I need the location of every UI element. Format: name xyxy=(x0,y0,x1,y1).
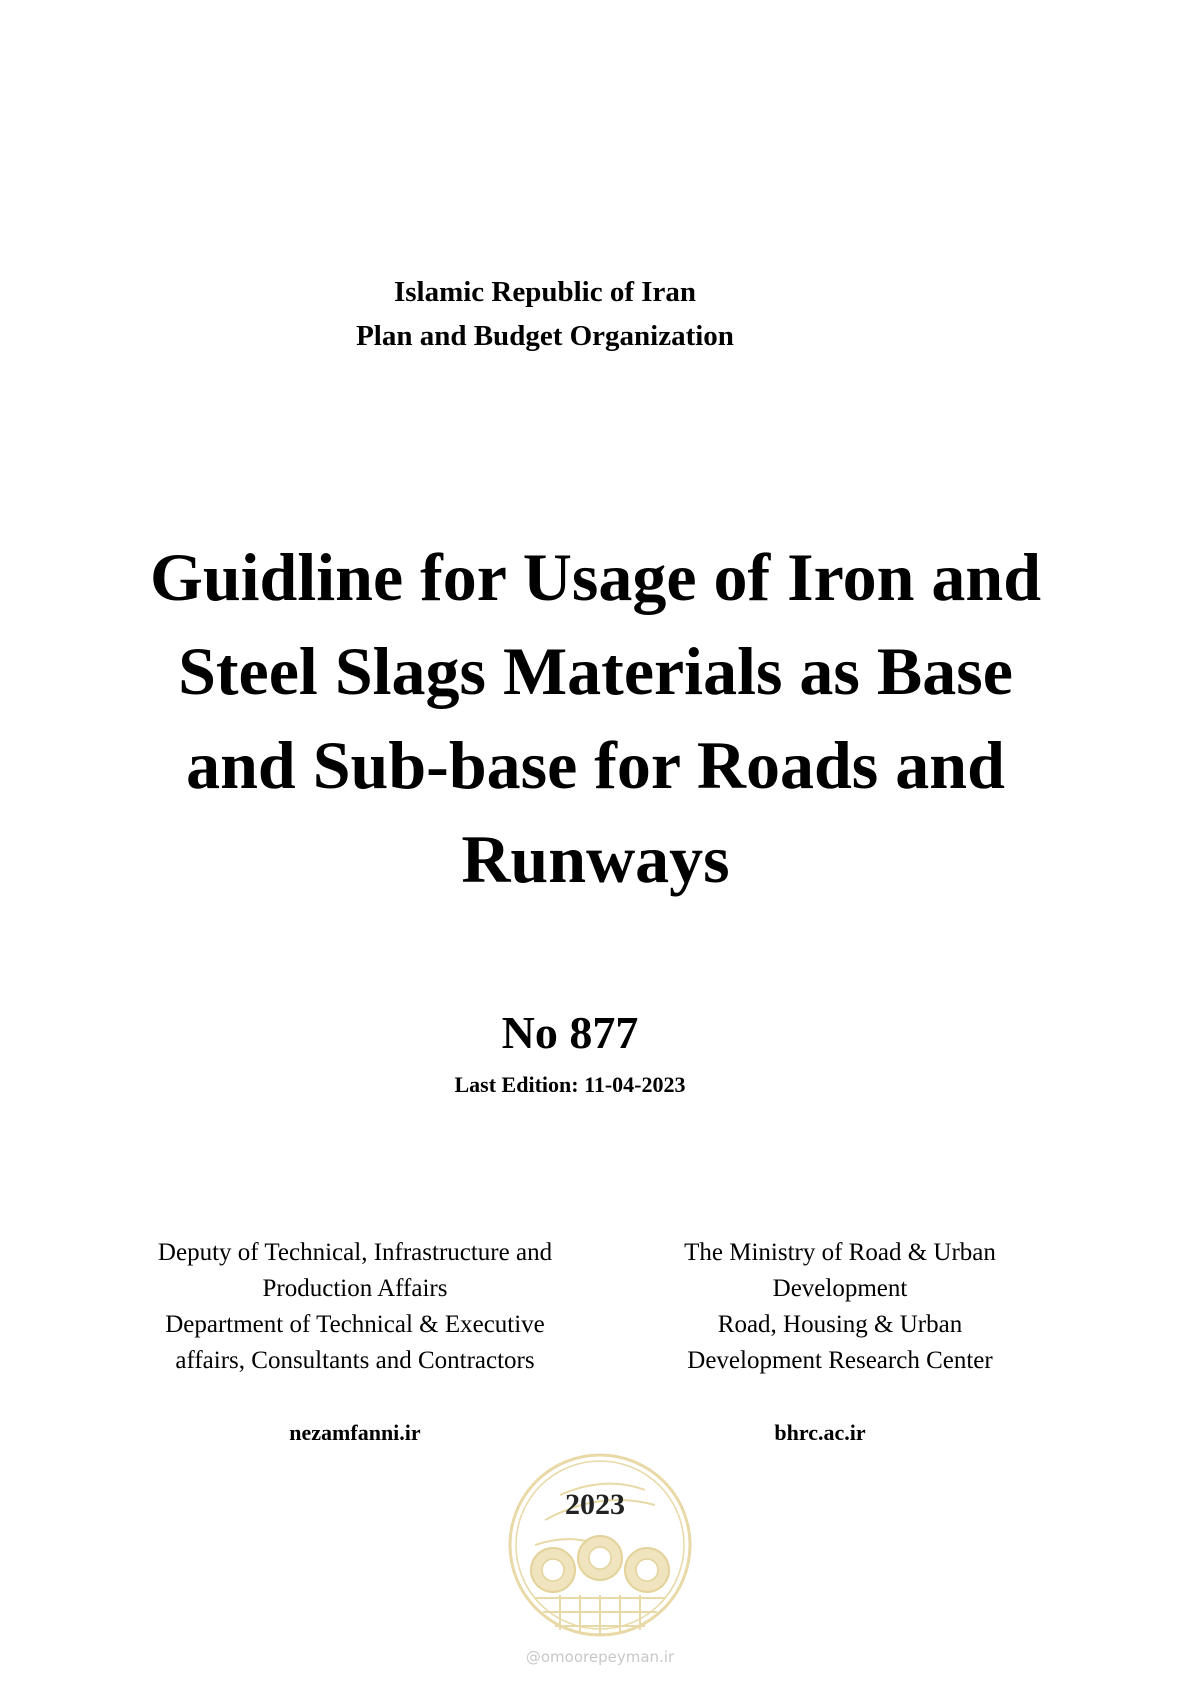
left-org-line-1: Deputy of Technical, Infrastructure and xyxy=(157,1239,553,1266)
country-name: Islamic Republic of Iran xyxy=(393,276,697,308)
title-line-3: and Sub-base for Roads and xyxy=(186,727,1005,803)
title-line-2: Steel Slags Materials as Base xyxy=(178,633,1013,709)
document-number: No 877 xyxy=(501,1007,639,1058)
title-line-1: Guidline for Usage of Iron and xyxy=(149,539,1042,615)
left-org-line-4: affairs, Consultants and Contractors xyxy=(175,1347,535,1374)
right-org-line-3: Road, Housing & Urban xyxy=(717,1311,963,1338)
right-org-line-2: Development xyxy=(772,1275,908,1302)
right-org-line-4: Development Research Center xyxy=(687,1347,993,1374)
left-organization-block xyxy=(120,1235,590,1379)
right-website: bhrc.ac.ir xyxy=(774,1420,866,1445)
organization-name: Plan and Budget Organization xyxy=(356,320,734,352)
title-line-4: Runways xyxy=(461,821,730,897)
seal-watermark-icon xyxy=(505,1450,695,1640)
left-org-line-2: Production Affairs xyxy=(262,1275,448,1302)
left-website: nezamfanni.ir xyxy=(289,1420,421,1445)
issuing-organization xyxy=(200,270,890,358)
right-organization-block xyxy=(630,1235,1050,1379)
watermark-text: @omoorepeyman.ir xyxy=(525,1648,675,1666)
publication-year: 2023 xyxy=(565,1488,625,1521)
document-title xyxy=(60,530,1131,906)
left-org-line-3: Department of Technical & Executive xyxy=(165,1311,545,1338)
edition-date: Last Edition: 11-04-2023 xyxy=(454,1072,686,1097)
right-org-line-1: The Ministry of Road & Urban xyxy=(684,1239,996,1266)
